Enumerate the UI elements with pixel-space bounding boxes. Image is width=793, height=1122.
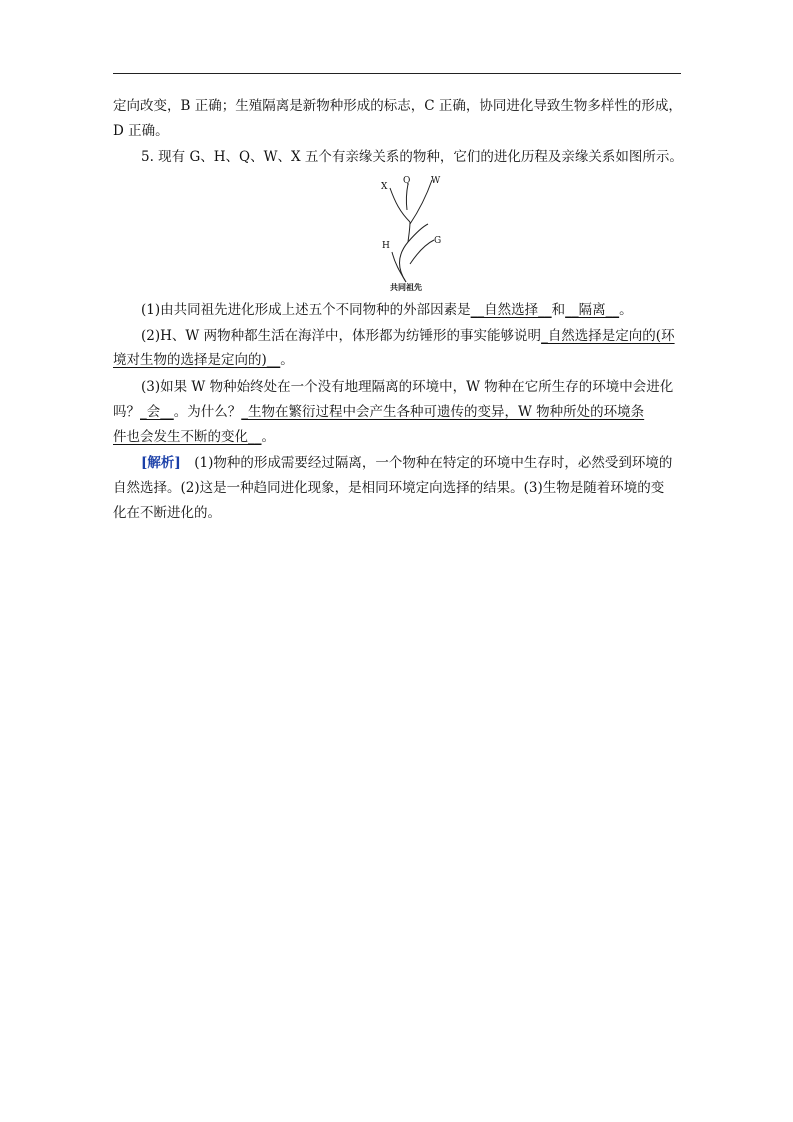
part-1-end: 。 (619, 302, 633, 318)
analysis-line-1 (141, 453, 681, 473)
part-1-conjunction: 和 (551, 302, 566, 318)
header-rule (113, 73, 681, 74)
trunk-branch (399, 224, 428, 282)
phylogeny-diagram (370, 172, 450, 294)
question-5-part-3-line-1: (3)如果 W 物种始终处在一个没有地理隔离的环境中，W 物种在它所生存的环境中会进化 (141, 379, 674, 395)
part-1-answer-1: __自然选择__ (470, 302, 552, 318)
part-3-answer-2a: _生物在繁衍过程中会产生各种可遗传的变异，W 物种所处的环境条 (241, 404, 645, 420)
label-common-ancestor: 共同祖先 (390, 282, 422, 292)
branch-w (410, 180, 432, 224)
branch-h (392, 252, 406, 282)
question-5-part-1 (141, 300, 681, 320)
part-2-answer-b: 境对生物的选择是定向的)__ (113, 352, 281, 368)
analysis-text-1: (1)物种的形成需要经过隔离，一个物种在特定的环境中生存时，必然受到环境的 (180, 455, 673, 471)
analysis-line-3: 化在不断进化的。 (113, 505, 221, 521)
label-g: G (434, 236, 442, 246)
part-2-end: 。 (280, 352, 294, 368)
prev-answer-line-2: D 正确。 (113, 123, 169, 139)
analysis-line-2: 自然选择。(2)这是一种趋同进化现象，是相同环境定向选择的结果。(3)生物是随着环境的变 (113, 480, 665, 496)
question-5-part-2-line-1 (141, 326, 681, 346)
question-5-part-3-line-3 (113, 427, 681, 447)
part-3-question: 吗？ (113, 404, 140, 420)
label-q: Q (403, 176, 411, 186)
prev-answer-line-1: 定向改变，B 正确；生殖隔离是新物种形成的标志，C 正确，协同进化导致生物多样性的形成， (113, 98, 682, 114)
question-5-part-3-line-2 (113, 402, 681, 422)
part-2-answer-a: _自然选择是定向的(环 (541, 328, 675, 344)
part-3-answer-2b: 件也会发生不断的变化__ (113, 429, 262, 445)
branch-g (410, 240, 434, 264)
part-3-answer-1: _会__ (140, 404, 174, 420)
analysis-tag: [解析] (141, 455, 181, 471)
part-3-end: 。 (261, 429, 275, 445)
label-w: W (431, 176, 441, 186)
joint-mid (408, 222, 410, 242)
part-2-prompt: (2)H、W 两物种都生活在海洋中，体形都为纺锤形的事实能够说明 (141, 328, 542, 344)
label-x: X (381, 182, 388, 192)
part-3-why: 。为什么？ (173, 404, 242, 420)
part-1-answer-2: __隔离__ (565, 302, 620, 318)
label-h: H (382, 241, 390, 251)
question-5-part-2-line-2 (113, 350, 681, 370)
question-5-stem: 5. 现有 G、H、Q、W、X 五个有亲缘关系的物种，它们的进化历程及亲缘关系如图所示。 (141, 149, 683, 165)
part-1-prompt: (1)由共同祖先进化形成上述五个不同物种的外部因素是 (141, 302, 471, 318)
branch-q (406, 184, 408, 210)
